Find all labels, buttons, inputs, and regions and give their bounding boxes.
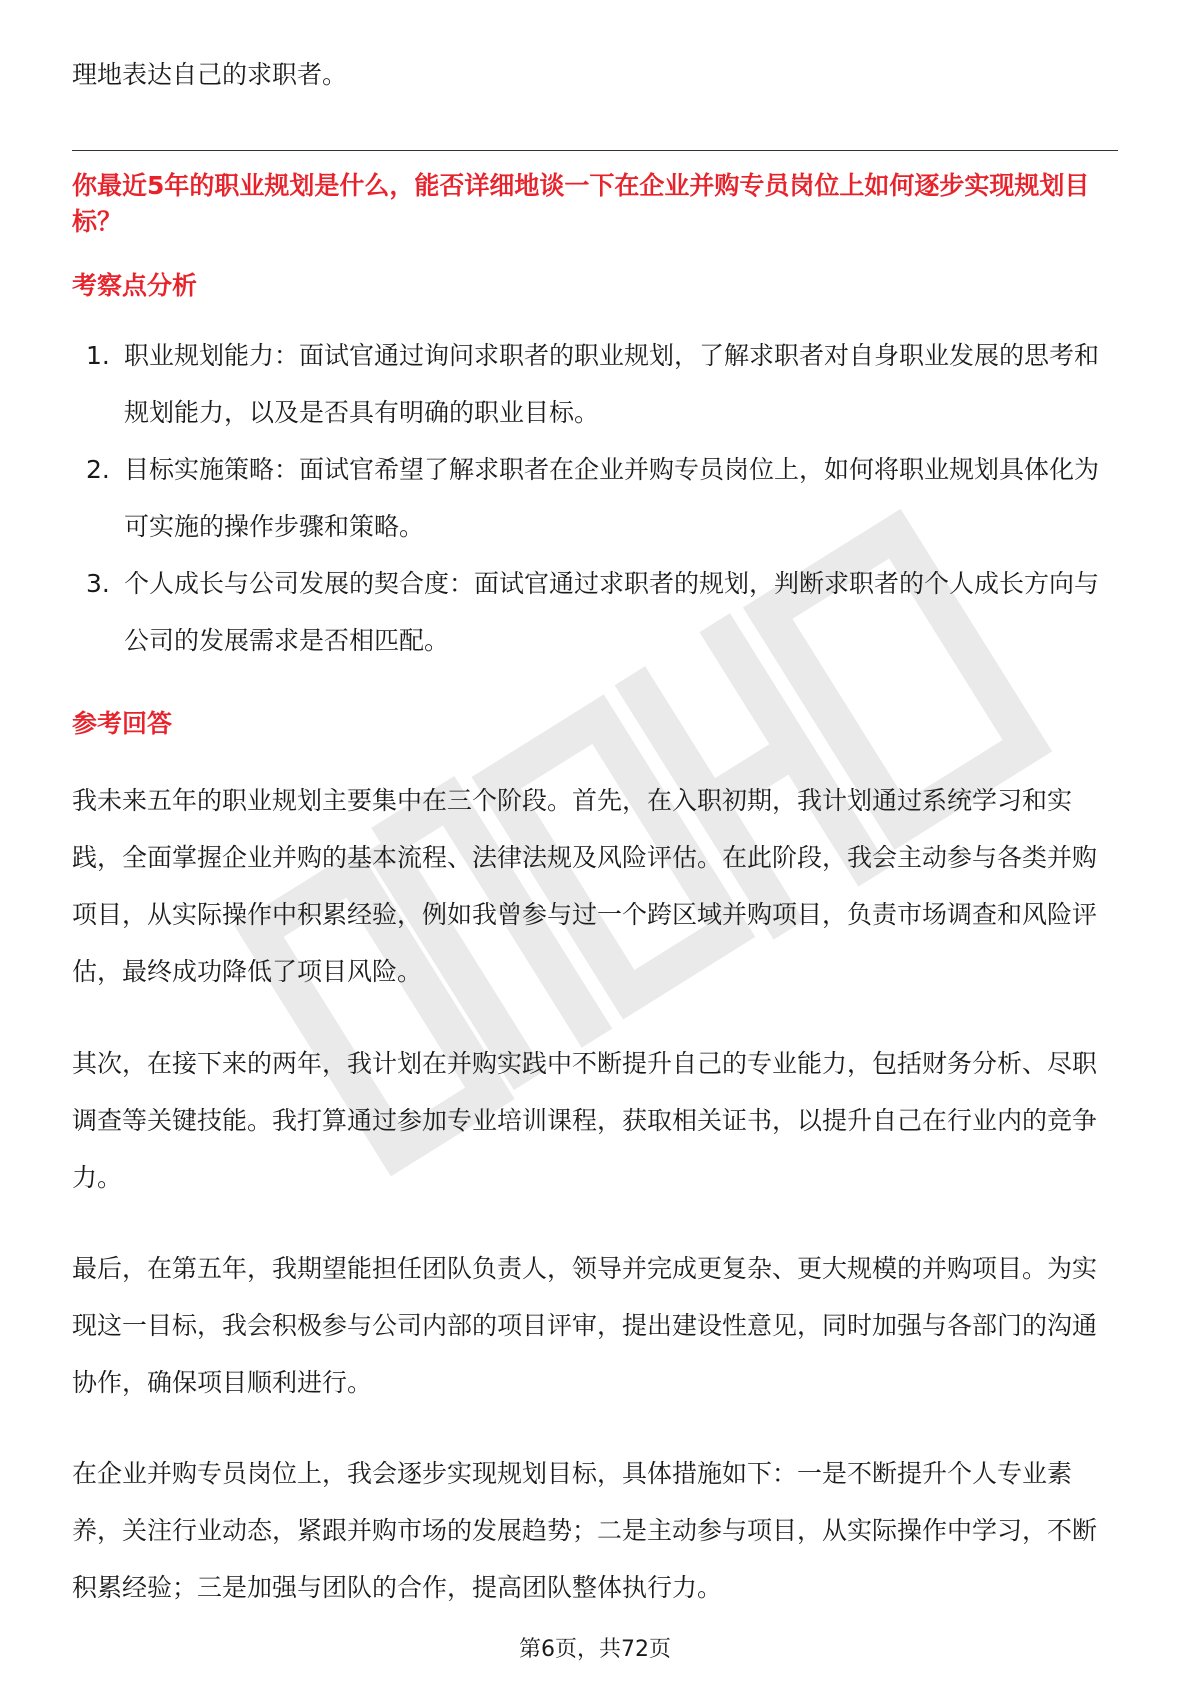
answer-heading: 参考回答 — [72, 709, 173, 738]
section-divider — [72, 150, 1118, 151]
interview-question: 你最近5年的职业规划是什么，能否详细地谈一下在企业并购专员岗位上如何逐步实现规划目标？ — [72, 171, 1090, 236]
answer-paragraph: 在企业并购专员岗位上，我会逐步实现规划目标，具体措施如下：一是不断提升个人专业素养，关注行业动态，紧跟并购市场的发展趋势；二是主动参与项目，从实际操作中学习，不断积累经验；三是加强与团队的合作，提高团队整体执行力。 — [72, 1459, 1098, 1602]
page-number: 第6页，共72页 — [519, 1637, 671, 1662]
answer-paragraph: 其次，在接下来的两年，我计划在并购实践中不断提升自己的专业能力，包括财务分析、尽职调查等关键技能。我打算通过参加专业培训课程，获取相关证书，以提升自己在行业内的竞争力。 — [72, 1049, 1098, 1192]
answer-paragraph: 最后，在第五年，我期望能担任团队负责人，领导并完成更复杂、更大规模的并购项目。为实现这一目标，我会积极参与公司内部的项目评审，提出建设性意见，同时加强与各部门的沟通协作，确保项目顺利进行。 — [72, 1254, 1098, 1397]
list-item-number: 1. — [86, 341, 110, 370]
list-item — [72, 441, 1118, 555]
list-item-text: 个人成长与公司发展的契合度：面试官通过求职者的规划，判断求职者的个人成长方向与公司的发展需求是否相匹配。 — [124, 569, 1100, 655]
answer-paragraph: 我未来五年的职业规划主要集中在三个阶段。首先，在入职初期，我计划通过系统学习和实践，全面掌握企业并购的基本流程、法律法规及风险评估。在此阶段，我会主动参与各类并购项目，从实际操作中积累经验，例如我曾参与过一个跨区域并购项目，负责市场调查和风险评估，最终成功降低了项目风险。 — [72, 786, 1098, 986]
list-item-text: 目标实施策略：面试官希望了解求职者在企业并购专员岗位上，如何将职业规划具体化为可实施的操作步骤和策略。 — [124, 455, 1100, 541]
analysis-list — [72, 327, 1118, 669]
intro-text: 理地表达自己的求职者。 — [72, 60, 348, 89]
list-item — [72, 327, 1118, 441]
list-item — [72, 555, 1118, 669]
analysis-heading: 考察点分析 — [72, 271, 198, 300]
list-item-number: 2. — [86, 455, 110, 484]
list-item-text: 职业规划能力：面试官通过询问求职者的职业规划，了解求职者对自身职业发展的思考和规划能力，以及是否具有明确的职业目标。 — [124, 341, 1100, 427]
list-item-number: 3. — [86, 569, 110, 598]
